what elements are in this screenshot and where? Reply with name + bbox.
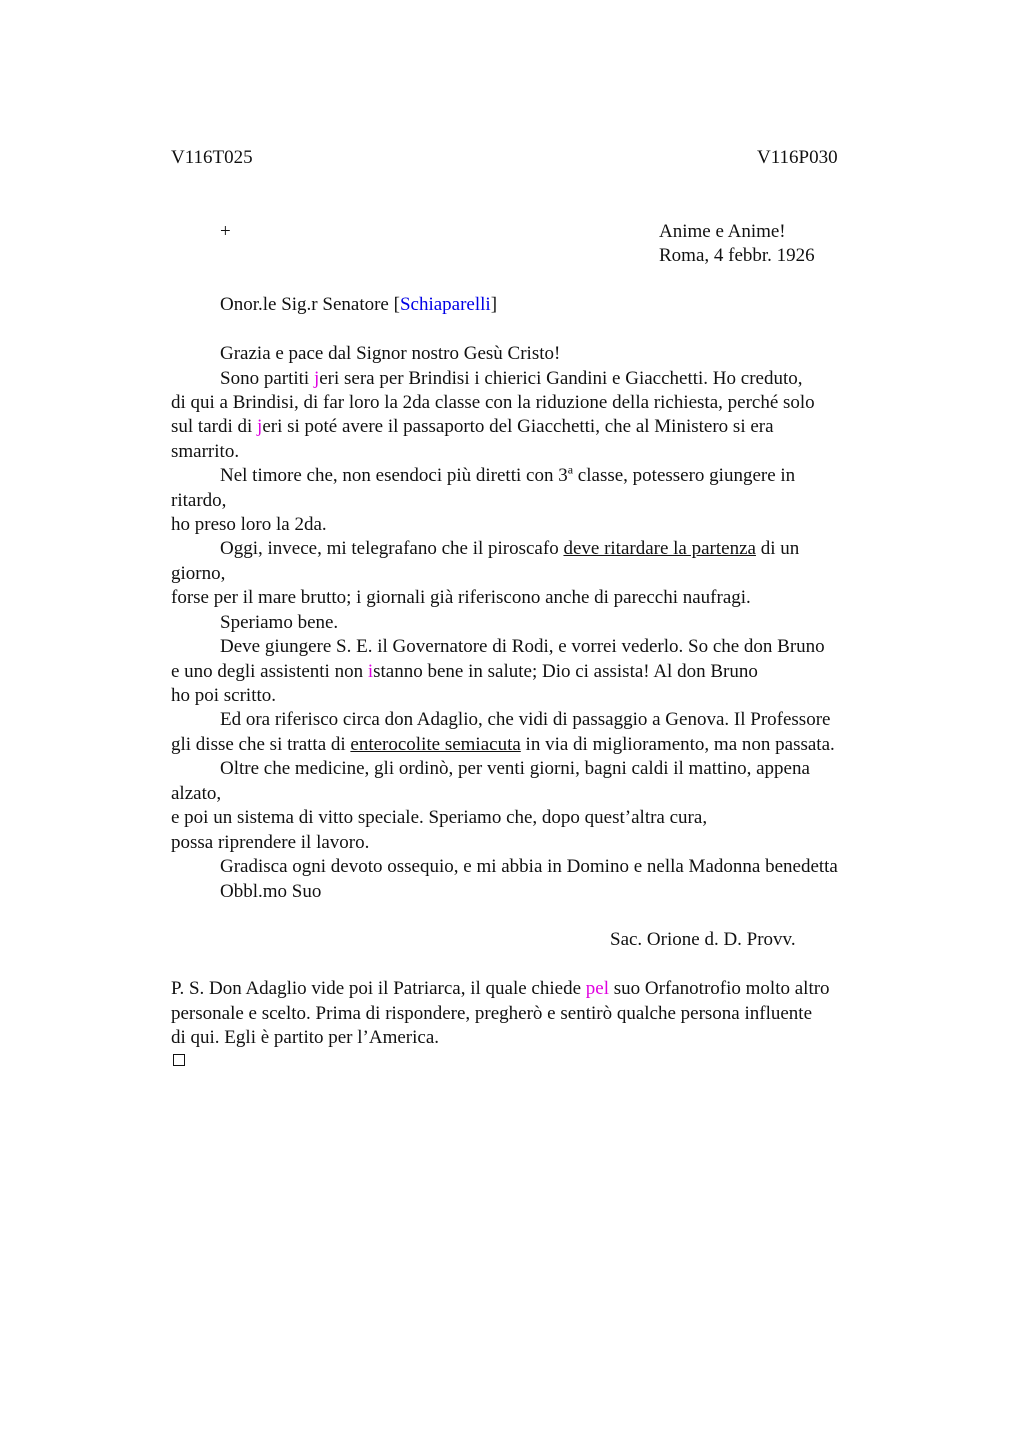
correction-mark: j bbox=[257, 416, 263, 437]
text-run: Oggi, invece, mi telegrafano che il piroscafo bbox=[220, 538, 564, 559]
text-run: Sono partiti bbox=[220, 368, 314, 389]
body-line: Deve giungere S. E. il Governatore di Rodi, e vorrei vederlo. So che don Bruno bbox=[220, 636, 825, 657]
body-line bbox=[220, 464, 795, 488]
text-run: Nel timore che, non esendoci più diretti con 3 bbox=[220, 465, 568, 486]
square-end-mark-icon bbox=[173, 1054, 185, 1066]
text-run: e uno degli assistenti non bbox=[171, 661, 368, 682]
text-run: eri sera per Brindisi i chierici Gandini e Giacchetti. Ho creduto, bbox=[319, 368, 803, 389]
salutation bbox=[220, 293, 497, 317]
place-date: Roma, 4 febbr. 1926 bbox=[659, 245, 815, 266]
text-run: sul tardi di bbox=[171, 416, 258, 437]
body-line: ho preso loro la 2da. bbox=[171, 514, 327, 535]
document-code-left: V116T025 bbox=[171, 147, 253, 168]
greeting: Grazia e pace dal Signor nostro Gesù Cristo! bbox=[220, 343, 561, 364]
postscript-line: personale e scelto. Prima di rispondere, pregherò e sentirò qualche persona influente bbox=[171, 1003, 813, 1024]
closing: Obbl.mo Suo bbox=[220, 881, 322, 902]
body-line: di qui a Brindisi, di far loro la 2da classe con la riduzione della richiesta, perché solo bbox=[171, 392, 815, 413]
text-run: suo Orfanotrofio molto altro bbox=[608, 978, 830, 999]
body-line: Speriamo bene. bbox=[220, 612, 339, 633]
correction-mark: pel bbox=[585, 978, 609, 999]
underlined-phrase: enterocolite semiacuta bbox=[350, 734, 521, 755]
text-run: in via di miglioramento, ma non passata. bbox=[520, 734, 835, 755]
cross-mark: + bbox=[220, 221, 231, 242]
body-line bbox=[220, 367, 803, 391]
body-line: Gradisca ogni devoto ossequio, e mi abbia in Domino e nella Madonna benedetta bbox=[220, 856, 838, 877]
signature: Sac. Orione d. D. Provv. bbox=[610, 929, 796, 950]
body-line: Ed ora riferisco circa don Adaglio, che vidi di passaggio a Genova. Il Professore bbox=[220, 709, 831, 730]
postscript-line bbox=[171, 977, 830, 1001]
body-line: alzato, bbox=[171, 783, 222, 804]
postscript-line: di qui. Egli è partito per l’America. bbox=[171, 1027, 440, 1048]
body-line bbox=[171, 415, 774, 439]
text-run: di un bbox=[755, 538, 800, 559]
text-run: eri si poté avere il passaporto del Giacchetti, che al Ministero si era bbox=[262, 416, 774, 437]
body-line bbox=[171, 733, 835, 757]
body-line: e poi un sistema di vitto speciale. Speriamo che, dopo quest’altra cura, bbox=[171, 807, 708, 828]
body-line bbox=[220, 537, 799, 561]
document-code-right: V116P030 bbox=[757, 147, 838, 168]
underlined-phrase: deve ritardare la partenza bbox=[563, 538, 756, 559]
body-line bbox=[171, 660, 758, 684]
motto: Anime e Anime! bbox=[659, 221, 786, 242]
superscript: a bbox=[567, 462, 574, 477]
body-line: ho poi scritto. bbox=[171, 685, 277, 706]
correction-mark: j bbox=[313, 368, 320, 389]
body-line: possa riprendere il lavoro. bbox=[171, 832, 370, 853]
correction-mark: i bbox=[367, 661, 374, 682]
body-line: forse per il mare brutto; i giornali già riferiscono anche di parecchi naufragi. bbox=[171, 587, 751, 608]
body-line: Oltre che medicine, gli ordinò, per venti giorni, bagni caldi il mattino, appena bbox=[220, 758, 810, 779]
text-run: P. S. Don Adaglio vide poi il Patriarca, il quale chiede bbox=[171, 978, 586, 999]
salutation-suffix: ] bbox=[490, 294, 498, 315]
salutation-prefix: Onor.le Sig.r Senatore [ bbox=[220, 294, 400, 315]
body-line: smarrito. bbox=[171, 441, 240, 462]
body-line: giorno, bbox=[171, 563, 226, 584]
text-run: stanno bene in salute; Dio ci assista! Al don Bruno bbox=[373, 661, 758, 682]
text-run: classe, potessero giungere in bbox=[573, 465, 796, 486]
recipient-name: Schiaparelli bbox=[399, 294, 491, 315]
text-run: gli disse che si tratta di bbox=[171, 734, 351, 755]
body-line: ritardo, bbox=[171, 490, 227, 511]
